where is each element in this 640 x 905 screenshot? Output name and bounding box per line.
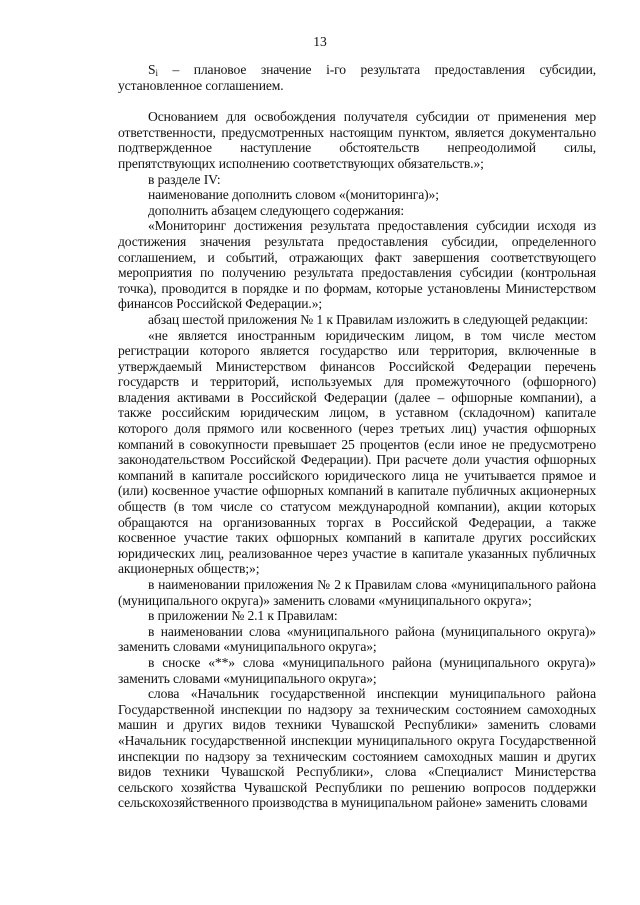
document-body — [118, 62, 596, 811]
paragraph-exemption-basis: Основанием для освобождения получателя субсидии от применения мер ответственности, предусмотренных настоящим пунктом, является документально подтвержденное наступление обстоятельств непреодолимой силы, препятствующих исполнению соответствующих обязательств.»; — [118, 109, 596, 171]
paragraph-footnote: в сноске «**» слова «муниципального района (муниципального округа)» заменить словами «муниципального округа»; — [118, 654, 596, 686]
paragraph-annex21: в приложении № 2.1 к Правилам: — [148, 608, 338, 624]
paragraph-offshore-clause: «не является иностранным юридическим лицом, в том числе местом регистрации которого является государство или территория, включенные в утверждаемый Министерством финансов Российской Федерации перечень государств и территорий, используемых для промежуточного (офшорного) владения активами в Российской Федерации (далее – офшорные компании), а также российским юридическим лицом, в уставном (складочном) капитале которого доля прямого или косвенного (через третьих лиц) участия офшорных компаний в совокупности превышает 25 процентов (если иное не предусмотрено законодательством Российской Федерации). При расчете доли участия офшорных компаний в капитале российского юридического лица не учитывается прямое и (или) косвенное участие офшорных компаний в капитале публичных акционерных обществ (в том числе со статусом международной компании), акции которых обращаются на организованных торгах в Российской Федерации, а также косвенное участие таких офшорных компаний в капитале других российских юридических лиц, реализованное через участие в капитале указанных публичных акционерных обществ;»; — [118, 327, 596, 577]
paragraph-formula-definition: $S_i$ – плановое значение i-го результата предоставления субсидии, установленное соглашением. — [118, 62, 596, 93]
paragraph-annex1-amendment: абзац шестой приложения № 1 к Правилам изложить в следующей редакции: — [148, 311, 589, 327]
paragraph-inspection-head: слова «Начальник государственной инспекции муниципального района Государственной инспекции по надзору за техническим состоянием самоходных машин и других видов техники Чувашской Республики» заменить словами «Начальник государственной инспекции муниципального округа Государственной инспекции по надзору за техническим состоянием самоходных машин и других видов техники Чувашской Республики», слова «Специалист Министерства сельского хозяйства Чувашской Республики по решению вопросов поддержки сельскохозяйственного производства в муниципальном районе» заменить словами — [118, 686, 596, 811]
paragraph-annex21-title: в наименовании слова «муниципального района (муниципального округа)» заменить словами «муниципального округа»; — [118, 623, 596, 655]
paragraph-monitoring: «Мониторинг достижения результата предоставления субсидии исходя из достижения значения результата предоставления субсидии, определенного соглашением, и событий, отражающих факт завершения соответствующего мероприятия по получению результата предоставления субсидии (контрольная точка), проводится в порядке и по формам, которые установлены Министерством финансов Российской Федерации.»; — [118, 218, 596, 312]
page-number: 13 — [313, 34, 327, 49]
paragraph-title-amendment: наименование дополнить словом «(мониторинга)»; — [148, 187, 439, 203]
paragraph-add-clause: дополнить абзацем следующего содержания: — [148, 202, 405, 218]
paragraph-annex2-title: в наименовании приложения № 2 к Правилам слова «муниципального района (муниципального округа)» заменить словами «муниципального округа»; — [118, 577, 596, 608]
paragraph-section-iv: в разделе IV: — [148, 171, 221, 187]
